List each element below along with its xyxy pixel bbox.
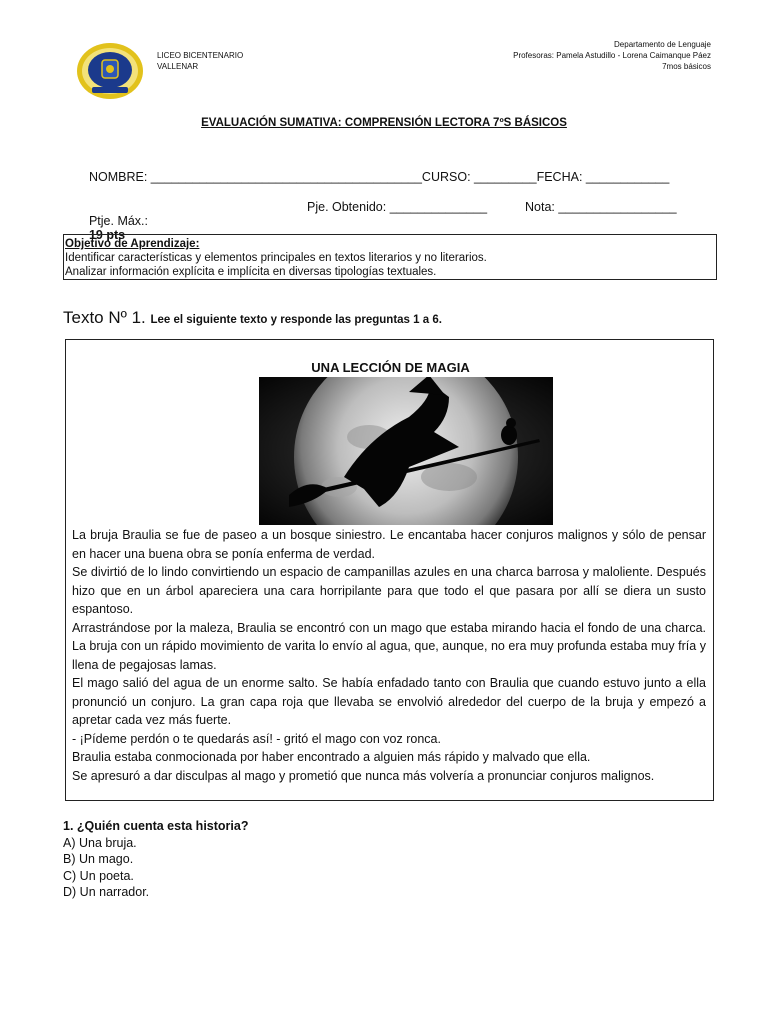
obtained-score-field[interactable]: Pje. Obtenido: ______________: [307, 200, 488, 214]
story-paragraph: - ¡Pídeme perdón o te quedarás así! - gritó el mago con voz ronca.: [72, 731, 441, 746]
story-body: [72, 526, 706, 785]
story-paragraph: La bruja Braulia se fue de paseo a un bosque siniestro. Le encantaba hacer conjuros malignos y sólo de pensar en hacer una buena obra se ponía enferma de verdad.: [72, 528, 706, 561]
school-crest-logo: [76, 42, 144, 100]
name-course-date-fields[interactable]: NOMBRE: _______________________________________CURSO: _________FECHA: ____________: [89, 170, 670, 184]
school-name: [157, 50, 243, 72]
objective-line2: Analizar información explícita e implícita en diversas tipologías textuales.: [65, 266, 437, 278]
objective-line1: Identificar características y elementos principales en textos literarios y no literarios.: [65, 252, 487, 264]
story-box: [65, 339, 714, 801]
text1-label: Texto Nº 1.: [63, 308, 146, 327]
witch-moon-image: [259, 377, 553, 525]
grade-line: 7mos básicos: [662, 62, 711, 71]
option-b[interactable]: B) Un mago.: [63, 852, 134, 866]
question-1: [63, 818, 248, 901]
objective-heading: Objetivo de Aprendizaje:: [65, 238, 200, 250]
text1-instruction: Lee el siguiente texto y responde las preguntas 1 a 6.: [150, 314, 442, 326]
question-1-text: 1. ¿Quién cuenta esta historia?: [63, 819, 249, 833]
school-name-line1: LICEO BICENTENARIO: [157, 51, 244, 60]
max-score-value: 19 pts: [88, 228, 126, 242]
grade-field[interactable]: Nota: _________________: [525, 200, 677, 214]
school-name-line2: VALLENAR: [157, 62, 199, 71]
teachers-line: Profesoras: Pamela Astudillo - Lorena Caimanque Páez: [513, 51, 711, 60]
department-line: Departamento de Lenguaje: [614, 40, 711, 49]
option-a[interactable]: A) Una bruja.: [63, 835, 137, 850]
department-info: [513, 39, 711, 72]
story-title: UNA LECCIÓN DE MAGIA: [311, 360, 470, 375]
story-paragraph: Se apresuró a dar disculpas al mago y prometió que nunca más volvería a pronunciar conjuros malignos.: [72, 768, 655, 783]
story-paragraph: El mago salió del agua de un enorme salto. Se había enfadado tanto con Braulia que cuando estuvo junto a ella pronunció un conjuro. La gran capa roja que llevaba se envolvió alrededor del cuerpo de la bruja y empezó a apretar cada vez más fuerte.: [72, 676, 706, 727]
page-title: EVALUACIÓN SUMATIVA: COMPRENSIÓN LECTORA 7ºS BÁSICOS: [201, 117, 567, 129]
option-c[interactable]: C) Un poeta.: [63, 868, 134, 883]
option-d[interactable]: D) Un narrador.: [63, 885, 150, 899]
max-score-label: Ptje. Máx.:: [88, 214, 148, 228]
story-paragraph: Se divirtió de lo lindo convirtiendo un espacio de campanillas azules en una charca barrosa y maloliente. Después hizo que en un árbol apareciera una cara horripilante para que todo el que pasara por allí se diera un susto espantoso.: [72, 565, 706, 616]
story-paragraph: Arrastrándose por la maleza, Braulia se encontró con un mago que estaba mirando hacia el fondo de una charca. La bruja con un rápido movimiento de varita lo envío al agua, que, aunque, no era muy profunda estaba muy fría y llena de pegajosas lamas.: [72, 620, 706, 672]
learning-objective-box: [63, 234, 717, 280]
story-paragraph: Braulia estaba conmocionada por haber encontrado a alguien más rápido y malvado que ella.: [72, 750, 591, 764]
text1-heading: [63, 308, 442, 328]
